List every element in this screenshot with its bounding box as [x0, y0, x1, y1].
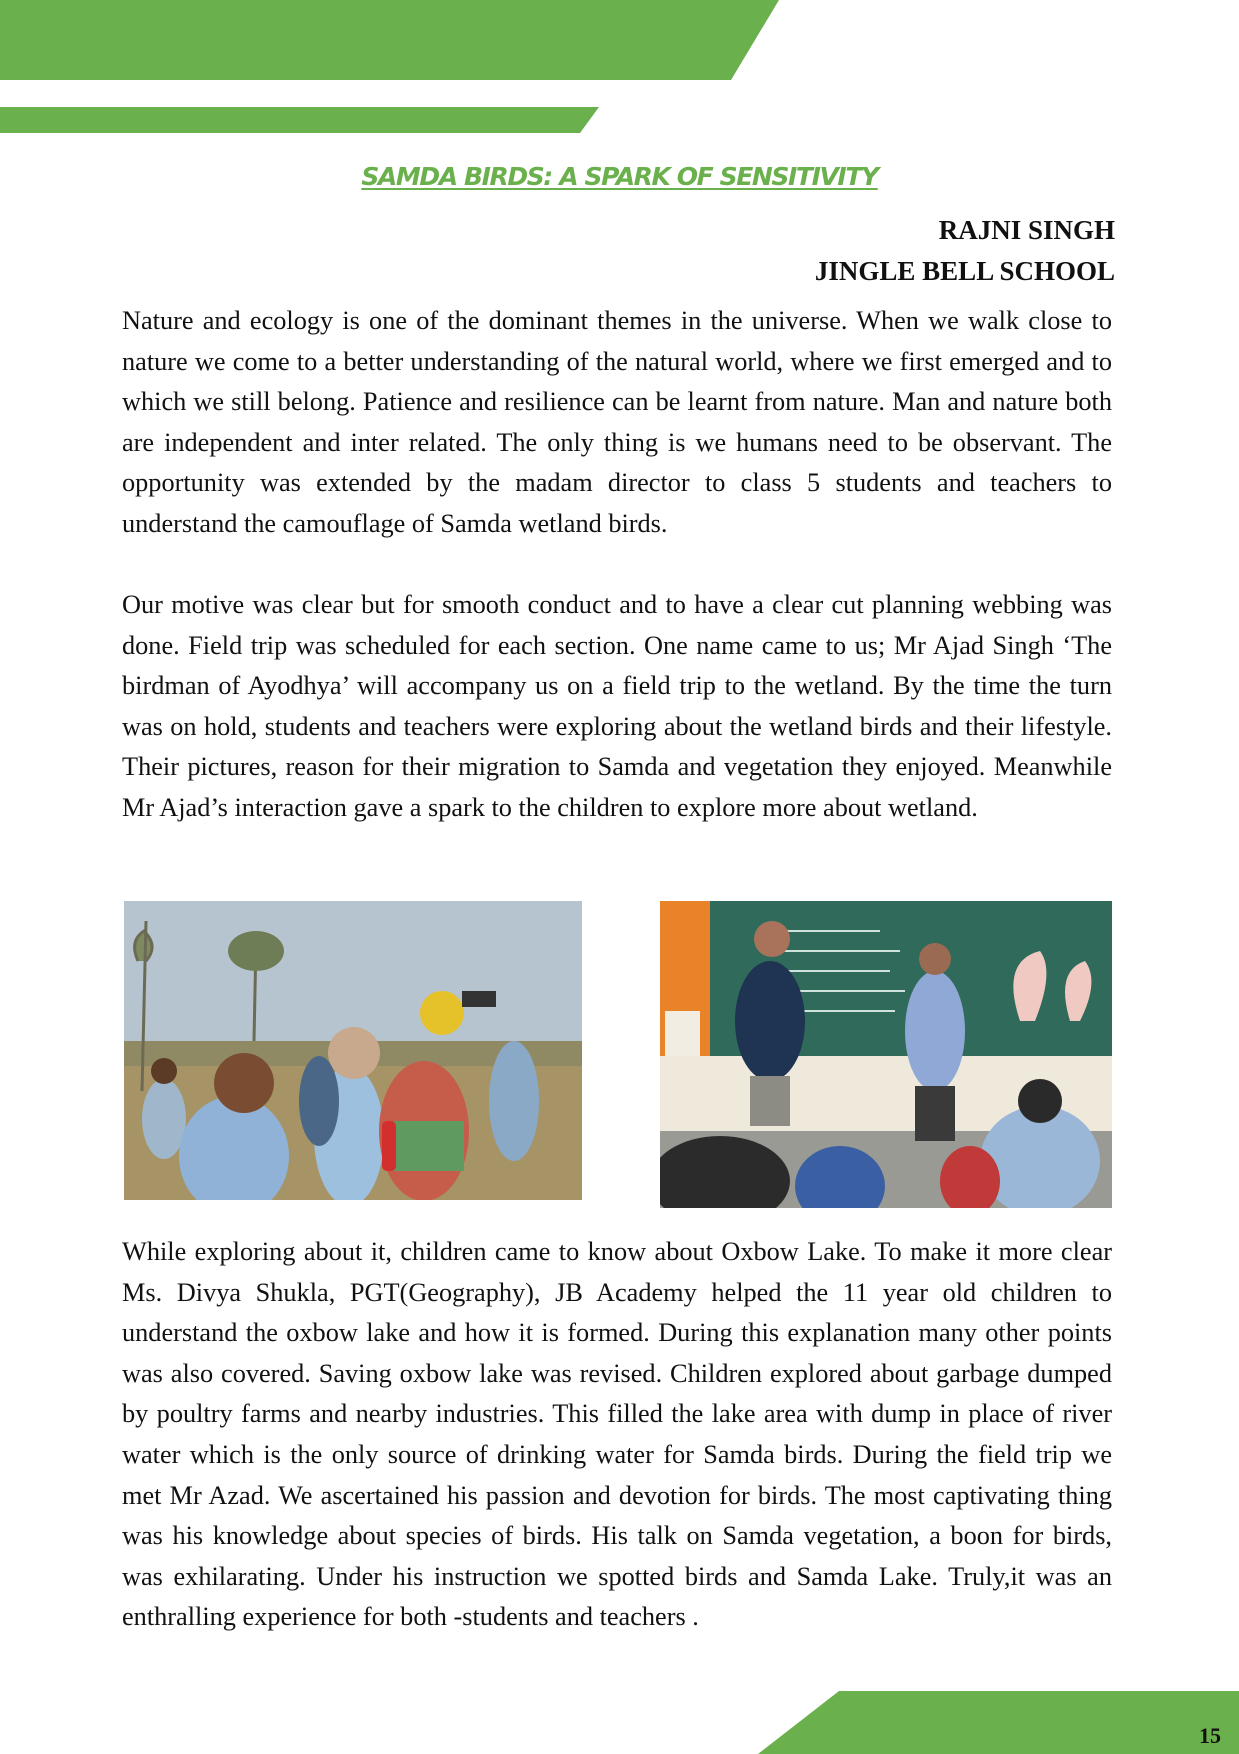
body-paragraph: While exploring about it, children came to know about Oxbow Lake. To make it more clear Ms. Divya Shukla, PGT(Geography), JB Academy helped the 11 year old children to understand the oxbow lake and how it is formed. During this explanation many other points was also covered. Saving oxbow lake was revised. Children explored about garbage dumped by poultry farms and nearby industries. This filled the lake area with dump in place of river water which is the only source of drinking water for Samda birds. During the field trip we met Mr Azad. We ascertained his passion and devotion for birds. The most captivating thing was his knowledge about species of birds. His talk on Samda vegetation, a boon for birds, was exhilarating. Under his instruction we spotted birds and Samda Lake. Truly,it was an enthralling experience for both -students and teachers .	[122, 1237, 1112, 1632]
body-paragraph: Nature and ecology is one of the dominant themes in the universe. When we walk close to nature we come to a better understanding of the natural world, where we first emerged and to which we still belong. Patience and resilience can be learnt from nature. Man and nature both are independent and inter related. The only thing is we humans need to be observant. The opportunity was extended by the madam director to class 5 students and teachers to understand the camouflage of Samda wetland birds.	[122, 306, 1112, 538]
article-title: SAMDA BIRDS: A SPARK OF SENSITIVITY	[361, 162, 878, 191]
footer-green-band	[758, 1691, 1239, 1754]
header-green-stripe	[0, 107, 599, 133]
body-paragraph: Our motive was clear but for smooth conduct and to have a clear cut planning webbing was done. Field trip was scheduled for each section. One name came to us; Mr Ajad Singh ‘The birdman of Ayodhya’ will accompany us on a field trip to the wetland. By the time the turn was on hold, students and teachers were exploring about the wetland birds and their lifestyle. Their pictures, reason for their migration to Samda and vegetation they enjoyed. Meanwhile Mr Ajad’s interaction gave a spark to the children to explore more about wetland.	[122, 590, 1112, 822]
author-name: RAJNI SINGH	[938, 215, 1115, 245]
photo-children-birdwatching	[124, 901, 582, 1200]
header-green-band	[0, 0, 779, 80]
footer-decoration	[0, 1690, 1239, 1754]
header-decoration	[0, 0, 1239, 140]
school-name: JINGLE BELL SCHOOL	[814, 256, 1115, 286]
page-number: 15	[1199, 1723, 1221, 1748]
photo-classroom-talk	[660, 901, 1112, 1208]
